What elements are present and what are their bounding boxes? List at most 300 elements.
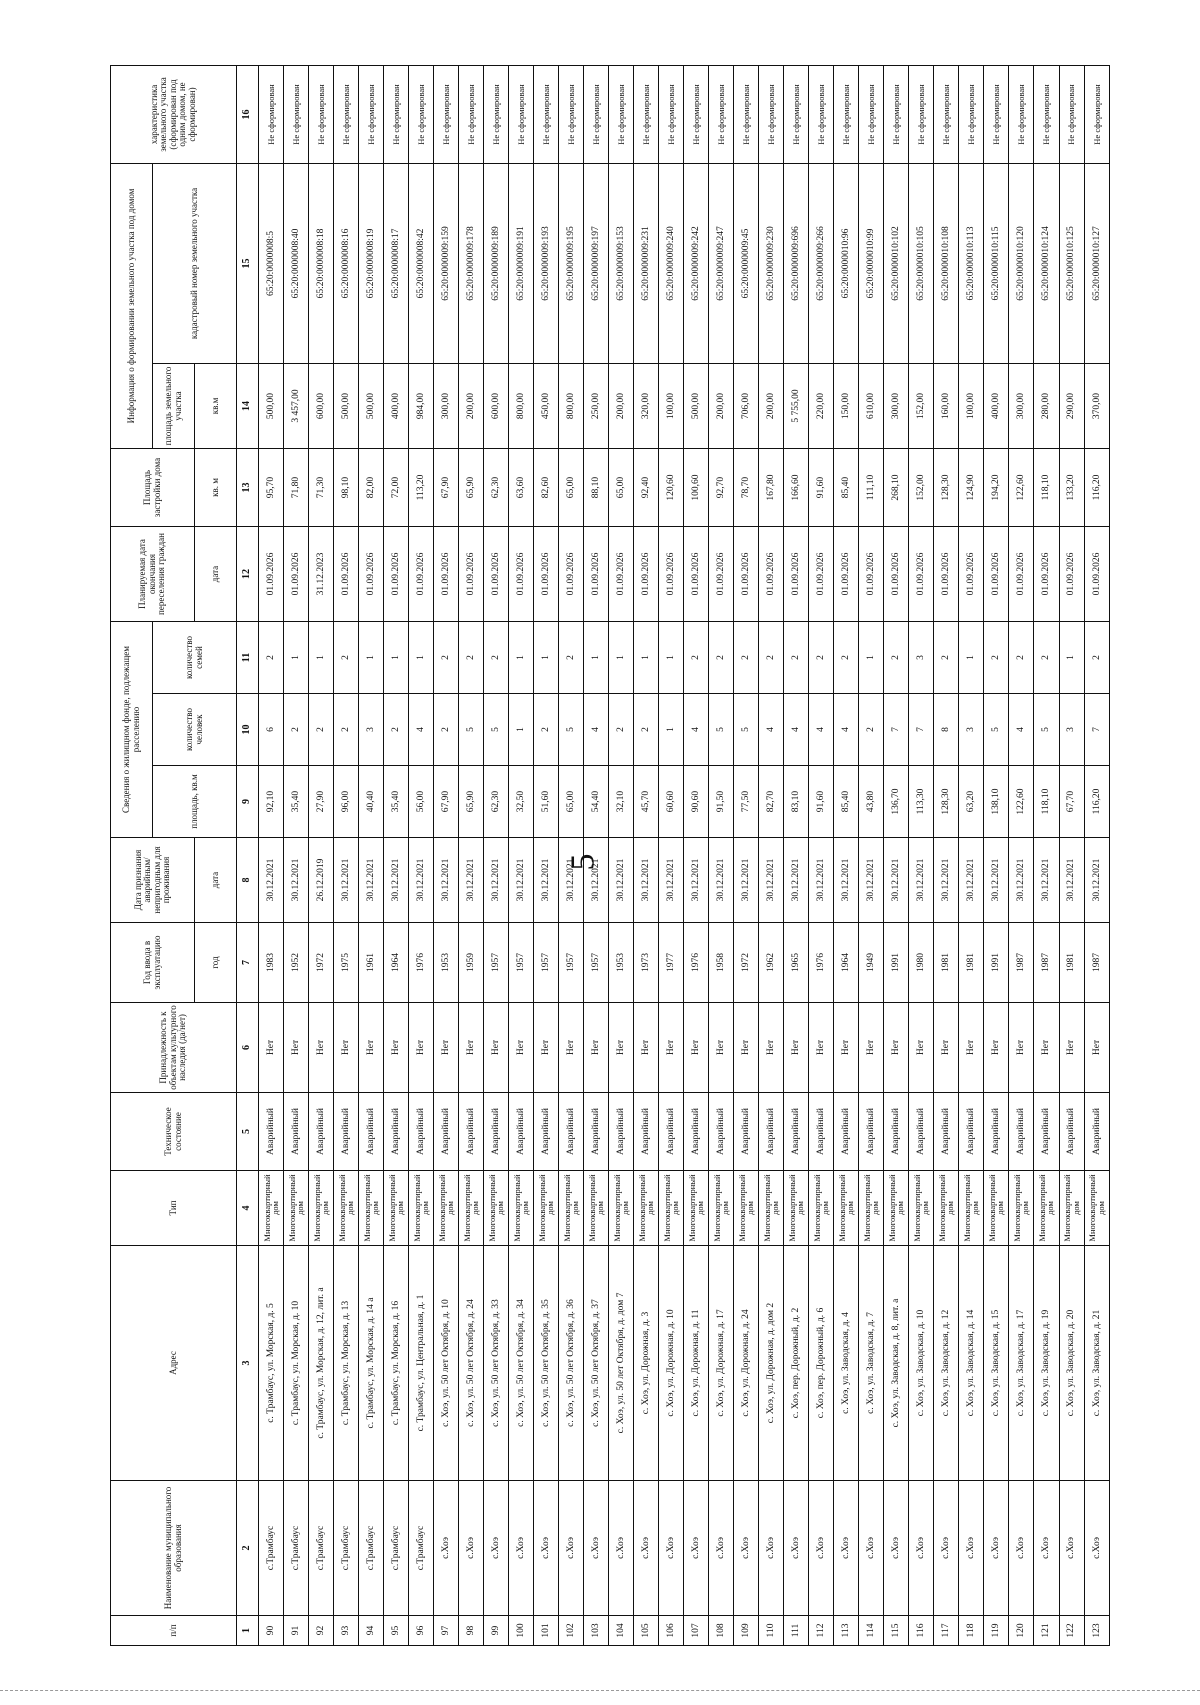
- land-area-cell: 800,00: [559, 364, 584, 449]
- family-count-cell: 3: [909, 622, 934, 694]
- cadastral-number-cell: 65:20:0000009:696: [784, 163, 809, 363]
- commission-year-cell: 1977: [659, 923, 684, 1003]
- col-header-land-character: характеристика земельного участка (сформирован под одним домом, не сформирован): [111, 65, 237, 163]
- building-type-cell: Многоквартирный дом: [659, 1171, 684, 1246]
- address-cell: с. Хоэ, ул. Дорожная, д. 11: [684, 1246, 709, 1481]
- people-count-cell: 4: [1009, 694, 1034, 766]
- table-row: [334, 65, 359, 1645]
- col-header-families: количество семей: [153, 622, 237, 694]
- living-area-cell: 32,10: [609, 766, 634, 838]
- emergency-date-cell: 30.12.2021: [859, 838, 884, 923]
- commission-year-cell: 1983: [259, 923, 284, 1003]
- commission-year-cell: 1965: [784, 923, 809, 1003]
- planned-resettlement-date-cell: 01.09.2026: [659, 527, 684, 622]
- family-count-cell: 2: [1084, 622, 1109, 694]
- row-number-cell: 121: [1034, 1616, 1059, 1646]
- row-number-cell: 123: [1084, 1616, 1109, 1646]
- land-characteristic-cell: Не сформирован: [634, 65, 659, 163]
- building-type-cell: Многоквартирный дом: [634, 1171, 659, 1246]
- heritage-flag-cell: Нет: [359, 1003, 384, 1093]
- heritage-flag-cell: Нет: [309, 1003, 334, 1093]
- living-area-cell: 118,10: [1034, 766, 1059, 838]
- people-count-cell: 2: [309, 694, 334, 766]
- cadastral-number-cell: 65:20:0000009:195: [559, 163, 584, 363]
- table-row: [959, 65, 984, 1645]
- heritage-flag-cell: Нет: [984, 1003, 1009, 1093]
- family-count-cell: 2: [759, 622, 784, 694]
- living-area-cell: 43,80: [859, 766, 884, 838]
- people-count-cell: 2: [434, 694, 459, 766]
- municipality-cell: с.Хоэ: [484, 1481, 509, 1616]
- emergency-date-cell: 30.12.2021: [934, 838, 959, 923]
- table-row: [484, 65, 509, 1645]
- tech-state-cell: Аварийный: [734, 1093, 759, 1171]
- heritage-flag-cell: Нет: [834, 1003, 859, 1093]
- planned-resettlement-date-cell: 01.09.2026: [584, 527, 609, 622]
- row-number-cell: 107: [684, 1616, 709, 1646]
- building-type-cell: Многоквартирный дом: [1084, 1171, 1109, 1246]
- people-count-cell: 3: [1059, 694, 1084, 766]
- land-area-cell: 290,00: [1059, 364, 1084, 449]
- people-count-cell: 5: [459, 694, 484, 766]
- table-row: [559, 65, 584, 1645]
- tech-state-cell: Аварийный: [859, 1093, 884, 1171]
- building-area-cell: 128,30: [934, 449, 959, 527]
- commission-year-cell: 1952: [284, 923, 309, 1003]
- tech-state-cell: Аварийный: [709, 1093, 734, 1171]
- living-area-cell: 85,40: [834, 766, 859, 838]
- planned-resettlement-date-cell: 01.09.2026: [559, 527, 584, 622]
- land-area-cell: 200,00: [709, 364, 734, 449]
- tech-state-cell: Аварийный: [784, 1093, 809, 1171]
- col-header-address: Адрес: [111, 1246, 237, 1481]
- living-area-cell: 113,30: [909, 766, 934, 838]
- land-characteristic-cell: Не сформирован: [534, 65, 559, 163]
- living-area-cell: 60,60: [659, 766, 684, 838]
- planned-resettlement-date-cell: 01.09.2026: [684, 527, 709, 622]
- rotated-table-wrapper: [110, 66, 1110, 1646]
- building-area-cell: 100,60: [684, 449, 709, 527]
- building-area-cell: 124,90: [959, 449, 984, 527]
- municipality-cell: с.Хоэ: [509, 1481, 534, 1616]
- people-count-cell: 4: [784, 694, 809, 766]
- living-area-cell: 51,60: [534, 766, 559, 838]
- commission-year-cell: 1959: [459, 923, 484, 1003]
- living-area-cell: 32,50: [509, 766, 534, 838]
- emergency-date-cell: 30.12.2021: [809, 838, 834, 923]
- land-area-cell: 220,00: [809, 364, 834, 449]
- living-area-cell: 82,70: [759, 766, 784, 838]
- address-cell: с. Хоэ, ул. Заводская, д. 7: [859, 1246, 884, 1481]
- table-body: [259, 65, 1110, 1645]
- land-characteristic-cell: Не сформирован: [734, 65, 759, 163]
- building-area-cell: 71,80: [284, 449, 309, 527]
- address-cell: с. Хоэ, ул. 50 лет Октября, д. 35: [534, 1246, 559, 1481]
- row-number-cell: 113: [834, 1616, 859, 1646]
- tech-state-cell: Аварийный: [334, 1093, 359, 1171]
- building-area-cell: 88,10: [584, 449, 609, 527]
- people-count-cell: 5: [984, 694, 1009, 766]
- commission-year-cell: 1953: [434, 923, 459, 1003]
- emergency-date-cell: 30.12.2021: [884, 838, 909, 923]
- table-header: [111, 65, 259, 1645]
- col-number: 15: [237, 163, 259, 363]
- land-area-cell: 280,00: [1034, 364, 1059, 449]
- building-area-cell: 166,60: [784, 449, 809, 527]
- cadastral-number-cell: 65:20:0000008:17: [384, 163, 409, 363]
- emergency-date-cell: 30.12.2021: [334, 838, 359, 923]
- land-characteristic-cell: Не сформирован: [1084, 65, 1109, 163]
- col-header-emergency-date: Дата признания аварийным/непригодным для проживания: [111, 838, 195, 923]
- municipality-cell: с.Трамбаус: [409, 1481, 434, 1616]
- building-area-cell: 92,40: [634, 449, 659, 527]
- col-number: 10: [237, 694, 259, 766]
- land-area-cell: 800,00: [509, 364, 534, 449]
- family-count-cell: 2: [984, 622, 1009, 694]
- building-area-cell: 268,10: [884, 449, 909, 527]
- commission-year-cell: 1957: [559, 923, 584, 1003]
- commission-year-cell: 1961: [359, 923, 384, 1003]
- col-number: 16: [237, 65, 259, 163]
- emergency-date-cell: 30.12.2021: [909, 838, 934, 923]
- tech-state-cell: Аварийный: [909, 1093, 934, 1171]
- people-count-cell: 5: [559, 694, 584, 766]
- land-area-cell: 600,00: [309, 364, 334, 449]
- land-area-cell: 200,00: [459, 364, 484, 449]
- building-area-cell: 194,20: [984, 449, 1009, 527]
- address-cell: с. Хоэ, ул. Заводская, д. 8, лит. а: [884, 1246, 909, 1481]
- table-row: [1034, 65, 1059, 1645]
- address-cell: с. Хоэ, ул. 50 лет Октября, д. 34: [509, 1246, 534, 1481]
- cadastral-number-cell: 65:20:0000009:153: [609, 163, 634, 363]
- living-area-cell: 65,00: [559, 766, 584, 838]
- tech-state-cell: Аварийный: [684, 1093, 709, 1171]
- living-area-cell: 40,40: [359, 766, 384, 838]
- heritage-flag-cell: Нет: [859, 1003, 884, 1093]
- scan-edge-line: [0, 1690, 1200, 1691]
- commission-year-cell: 1991: [984, 923, 1009, 1003]
- address-cell: с. Хоэ, ул. 50 лет Октября, д. 24: [459, 1246, 484, 1481]
- land-characteristic-cell: Не сформирован: [709, 65, 734, 163]
- address-cell: с. Хоэ, ул. Заводская, д. 15: [984, 1246, 1009, 1481]
- tech-state-cell: Аварийный: [959, 1093, 984, 1171]
- table-row: [434, 65, 459, 1645]
- building-area-cell: 82,00: [359, 449, 384, 527]
- row-number-cell: 108: [709, 1616, 734, 1646]
- planned-resettlement-date-cell: 01.09.2026: [959, 527, 984, 622]
- heritage-flag-cell: Нет: [434, 1003, 459, 1093]
- commission-year-cell: 1981: [959, 923, 984, 1003]
- building-type-cell: Многоквартирный дом: [834, 1171, 859, 1246]
- table-row: [834, 65, 859, 1645]
- people-count-cell: 4: [684, 694, 709, 766]
- family-count-cell: 2: [809, 622, 834, 694]
- heritage-flag-cell: Нет: [584, 1003, 609, 1093]
- emergency-date-cell: 30.12.2021: [1034, 838, 1059, 923]
- heritage-flag-cell: Нет: [384, 1003, 409, 1093]
- address-cell: с. Трамбаус, ул. Морская, д. 16: [384, 1246, 409, 1481]
- row-number-cell: 104: [609, 1616, 634, 1646]
- emergency-date-cell: 30.12.2021: [834, 838, 859, 923]
- commission-year-cell: 1964: [384, 923, 409, 1003]
- group-header-housing: Сведения о жилищном фонде, подлежащем расселению: [111, 622, 153, 838]
- people-count-cell: 2: [384, 694, 409, 766]
- cadastral-number-cell: 65:20:0000009:193: [534, 163, 559, 363]
- family-count-cell: 2: [1009, 622, 1034, 694]
- row-number-cell: 90: [259, 1616, 284, 1646]
- planned-resettlement-date-cell: 01.09.2026: [984, 527, 1009, 622]
- heritage-flag-cell: Нет: [259, 1003, 284, 1093]
- cadastral-number-cell: 65:20:0000009:45: [734, 163, 759, 363]
- building-area-cell: 65,00: [559, 449, 584, 527]
- living-area-cell: 27,90: [309, 766, 334, 838]
- planned-resettlement-date-cell: 01.09.2026: [909, 527, 934, 622]
- address-cell: с. Хоэ, ул. Дорожная, д. 3: [634, 1246, 659, 1481]
- land-characteristic-cell: Не сформирован: [559, 65, 584, 163]
- building-type-cell: Многоквартирный дом: [909, 1171, 934, 1246]
- col-header-planned-date: Планируемая дата окончания переселения граждан: [111, 527, 195, 622]
- land-characteristic-cell: Не сформирован: [984, 65, 1009, 163]
- people-count-cell: 1: [659, 694, 684, 766]
- people-count-cell: 4: [759, 694, 784, 766]
- col-number: 14: [237, 364, 259, 449]
- family-count-cell: 1: [859, 622, 884, 694]
- col-header-municipality: Наименование муниципального образования: [111, 1481, 237, 1616]
- building-type-cell: Многоквартирный дом: [359, 1171, 384, 1246]
- address-cell: с. Хоэ, ул. Дорожная, д. 10: [659, 1246, 684, 1481]
- land-area-cell: 984,00: [409, 364, 434, 449]
- table-row: [259, 65, 284, 1645]
- land-area-cell: 610,00: [859, 364, 884, 449]
- commission-year-cell: 1958: [709, 923, 734, 1003]
- planned-resettlement-date-cell: 01.09.2026: [509, 527, 534, 622]
- housing-register-table: [110, 65, 1110, 1646]
- land-area-cell: 320,00: [634, 364, 659, 449]
- building-type-cell: Многоквартирный дом: [859, 1171, 884, 1246]
- emergency-date-cell: 30.12.2021: [1059, 838, 1084, 923]
- commission-year-cell: 1973: [634, 923, 659, 1003]
- planned-resettlement-date-cell: 01.09.2026: [1034, 527, 1059, 622]
- land-area-cell: 400,00: [384, 364, 409, 449]
- planned-resettlement-date-cell: 01.09.2026: [334, 527, 359, 622]
- table-row: [309, 65, 334, 1645]
- land-characteristic-cell: Не сформирован: [334, 65, 359, 163]
- cadastral-number-cell: 65:20:0000008:19: [359, 163, 384, 363]
- table-row: [1059, 65, 1084, 1645]
- land-characteristic-cell: Не сформирован: [434, 65, 459, 163]
- living-area-cell: 65,90: [459, 766, 484, 838]
- emergency-date-cell: 30.12.2021: [259, 838, 284, 923]
- commission-year-cell: 1964: [834, 923, 859, 1003]
- table-row: [809, 65, 834, 1645]
- building-area-cell: 113,20: [409, 449, 434, 527]
- commission-year-cell: 1987: [1034, 923, 1059, 1003]
- planned-resettlement-date-cell: 01.09.2026: [534, 527, 559, 622]
- row-number-cell: 94: [359, 1616, 384, 1646]
- cadastral-number-cell: 65:20:0000009:231: [634, 163, 659, 363]
- tech-state-cell: Аварийный: [434, 1093, 459, 1171]
- table-row: [359, 65, 384, 1645]
- planned-resettlement-date-cell: 01.09.2026: [284, 527, 309, 622]
- address-cell: с. Хоэ, ул. 50 лет Октября, д. дом 7: [609, 1246, 634, 1481]
- people-count-cell: 8: [934, 694, 959, 766]
- municipality-cell: с.Хоэ: [634, 1481, 659, 1616]
- land-characteristic-cell: Не сформирован: [784, 65, 809, 163]
- col-number: 4: [237, 1171, 259, 1246]
- land-area-cell: 300,00: [434, 364, 459, 449]
- land-area-cell: 200,00: [759, 364, 784, 449]
- living-area-cell: 77,50: [734, 766, 759, 838]
- land-area-cell: 706,00: [734, 364, 759, 449]
- municipality-cell: с.Хоэ: [709, 1481, 734, 1616]
- building-area-cell: 118,10: [1034, 449, 1059, 527]
- emergency-date-cell: 30.12.2021: [459, 838, 484, 923]
- planned-resettlement-date-cell: 01.09.2026: [484, 527, 509, 622]
- building-area-cell: 120,60: [659, 449, 684, 527]
- family-count-cell: 2: [459, 622, 484, 694]
- tech-state-cell: Аварийный: [634, 1093, 659, 1171]
- building-area-cell: 62,30: [484, 449, 509, 527]
- land-area-cell: 3 457,00: [284, 364, 309, 449]
- land-characteristic-cell: Не сформирован: [584, 65, 609, 163]
- family-count-cell: 1: [959, 622, 984, 694]
- municipality-cell: с.Хоэ: [1009, 1481, 1034, 1616]
- planned-resettlement-date-cell: 01.09.2026: [384, 527, 409, 622]
- address-cell: с. Хоэ, ул. Заводская, д. 10: [909, 1246, 934, 1481]
- family-count-cell: 1: [384, 622, 409, 694]
- column-number-row: [237, 65, 259, 1645]
- municipality-cell: с.Хоэ: [559, 1481, 584, 1616]
- living-area-cell: 90,60: [684, 766, 709, 838]
- living-area-cell: 116,20: [1084, 766, 1109, 838]
- planned-resettlement-date-cell: 01.09.2026: [1059, 527, 1084, 622]
- planned-resettlement-date-cell: 01.09.2026: [359, 527, 384, 622]
- planned-resettlement-date-cell: 01.09.2026: [784, 527, 809, 622]
- family-count-cell: 2: [559, 622, 584, 694]
- living-area-cell: 63,20: [959, 766, 984, 838]
- people-count-cell: 7: [884, 694, 909, 766]
- cadastral-number-cell: 65:20:0000009:240: [659, 163, 684, 363]
- family-count-cell: 2: [934, 622, 959, 694]
- family-count-cell: 1: [534, 622, 559, 694]
- table-row: [684, 65, 709, 1645]
- heritage-flag-cell: Нет: [409, 1003, 434, 1093]
- land-characteristic-cell: Не сформирован: [259, 65, 284, 163]
- cadastral-number-cell: 65:20:0000009:178: [459, 163, 484, 363]
- building-type-cell: Многоквартирный дом: [484, 1171, 509, 1246]
- building-area-cell: 82,60: [534, 449, 559, 527]
- municipality-cell: с.Трамбаус: [309, 1481, 334, 1616]
- heritage-flag-cell: Нет: [609, 1003, 634, 1093]
- emergency-date-cell: 30.12.2021: [409, 838, 434, 923]
- building-area-cell: 167,80: [759, 449, 784, 527]
- cadastral-number-cell: 65:20:0000008:16: [334, 163, 359, 363]
- commission-year-cell: 1981: [934, 923, 959, 1003]
- cadastral-number-cell: 65:20:0000010:120: [1009, 163, 1034, 363]
- table-row: [634, 65, 659, 1645]
- municipality-cell: с.Хоэ: [959, 1481, 984, 1616]
- row-number-cell: 93: [334, 1616, 359, 1646]
- planned-resettlement-date-cell: 01.09.2026: [1084, 527, 1109, 622]
- table-row: [934, 65, 959, 1645]
- people-count-cell: 4: [409, 694, 434, 766]
- commission-year-cell: 1957: [534, 923, 559, 1003]
- heritage-flag-cell: Нет: [634, 1003, 659, 1093]
- commission-year-cell: 1976: [809, 923, 834, 1003]
- building-type-cell: Многоквартирный дом: [509, 1171, 534, 1246]
- municipality-cell: с.Трамбаус: [284, 1481, 309, 1616]
- cadastral-number-cell: 65:20:0000010:105: [909, 163, 934, 363]
- cadastral-number-cell: 65:20:0000009:159: [434, 163, 459, 363]
- cadastral-number-cell: 65:20:0000009:189: [484, 163, 509, 363]
- cadastral-number-cell: 65:20:0000010:96: [834, 163, 859, 363]
- building-area-cell: 133,20: [1059, 449, 1084, 527]
- building-area-cell: 91,60: [809, 449, 834, 527]
- municipality-cell: с.Хоэ: [884, 1481, 909, 1616]
- address-cell: с. Хоэ, ул. Заводская, д. 12: [934, 1246, 959, 1481]
- group-header-land: Информация о формировании земельного участка под домом: [111, 163, 153, 448]
- address-cell: с. Хоэ, пер. Дорожный, д. 2: [784, 1246, 809, 1481]
- land-area-cell: 160,00: [934, 364, 959, 449]
- municipality-cell: с.Трамбаус: [259, 1481, 284, 1616]
- municipality-cell: с.Хоэ: [859, 1481, 884, 1616]
- planned-resettlement-date-cell: 01.09.2026: [634, 527, 659, 622]
- commission-year-cell: 1991: [884, 923, 909, 1003]
- municipality-cell: с.Хоэ: [584, 1481, 609, 1616]
- building-area-cell: 92,70: [709, 449, 734, 527]
- people-count-cell: 5: [734, 694, 759, 766]
- building-area-cell: 122,60: [1009, 449, 1034, 527]
- emergency-date-cell: 30.12.2021: [484, 838, 509, 923]
- table-row: [984, 65, 1009, 1645]
- heritage-flag-cell: Нет: [784, 1003, 809, 1093]
- land-characteristic-cell: Не сформирован: [759, 65, 784, 163]
- row-number-cell: 114: [859, 1616, 884, 1646]
- people-count-cell: 3: [359, 694, 384, 766]
- land-characteristic-cell: Не сформирован: [1059, 65, 1084, 163]
- address-cell: с. Трамбаус, ул. Центральная, д. 1: [409, 1246, 434, 1481]
- table-row: [1084, 65, 1109, 1645]
- municipality-cell: с.Хоэ: [909, 1481, 934, 1616]
- commission-year-cell: 1957: [484, 923, 509, 1003]
- table-row: [609, 65, 634, 1645]
- living-area-cell: 136,70: [884, 766, 909, 838]
- land-area-cell: 100,00: [659, 364, 684, 449]
- land-characteristic-cell: Не сформирован: [409, 65, 434, 163]
- building-area-cell: 65,00: [609, 449, 634, 527]
- unit-land-area: кв.м: [195, 364, 237, 449]
- emergency-date-cell: 30.12.2021: [384, 838, 409, 923]
- row-number-cell: 106: [659, 1616, 684, 1646]
- tech-state-cell: Аварийный: [259, 1093, 284, 1171]
- building-type-cell: Многоквартирный дом: [809, 1171, 834, 1246]
- heritage-flag-cell: Нет: [1009, 1003, 1034, 1093]
- heritage-flag-cell: Нет: [284, 1003, 309, 1093]
- heritage-flag-cell: Нет: [909, 1003, 934, 1093]
- family-count-cell: 2: [884, 622, 909, 694]
- table-row: [284, 65, 309, 1645]
- living-area-cell: 67,90: [434, 766, 459, 838]
- land-area-cell: 600,00: [484, 364, 509, 449]
- land-area-cell: 5 755,00: [784, 364, 809, 449]
- building-type-cell: Многоквартирный дом: [709, 1171, 734, 1246]
- commission-year-cell: 1972: [734, 923, 759, 1003]
- building-type-cell: Многоквартирный дом: [559, 1171, 584, 1246]
- municipality-cell: с.Трамбаус: [334, 1481, 359, 1616]
- land-area-cell: 100,00: [959, 364, 984, 449]
- address-cell: с. Хоэ, ул. 50 лет Октября, д. 10: [434, 1246, 459, 1481]
- building-type-cell: Многоквартирный дом: [409, 1171, 434, 1246]
